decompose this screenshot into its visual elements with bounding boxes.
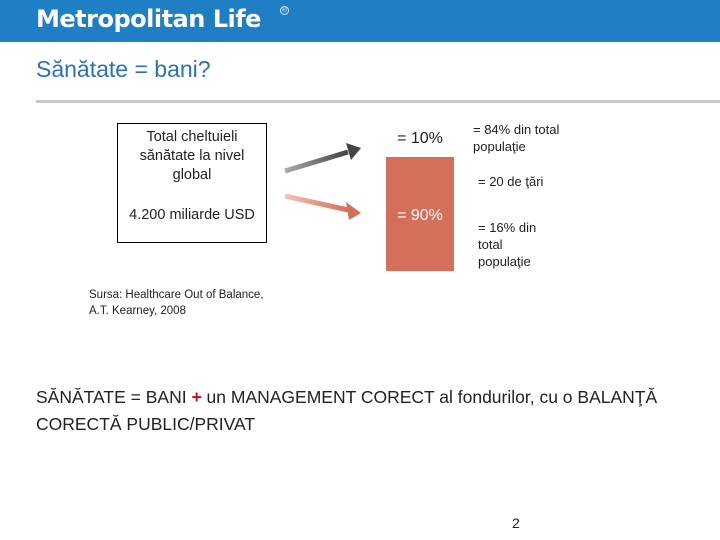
- note-84-population: = 84% din total populaţie: [473, 122, 560, 154]
- conclusion-part-1: SĂNĂTATE = BANI: [36, 387, 192, 407]
- spending-label: Total cheltuieli sănătate la nivel global: [139, 129, 245, 183]
- arrow-up: [285, 143, 361, 171]
- source-citation: [89, 287, 264, 319]
- source-line-1: Sursa: Healthcare Out of Balance,: [89, 289, 264, 301]
- share-90-label: = 90%: [397, 207, 443, 224]
- brand-logo: Metropolitan Life: [36, 5, 261, 33]
- source-line-2: A.T. Kearney, 2008: [89, 305, 186, 317]
- page-title: Sănătate = bani?: [36, 56, 211, 82]
- conclusion-part-2: un MANAGEMENT CORECT al fondurilor, cu o BALANŢĂ CORECTĂ PUBLIC/PRIVAT: [36, 387, 658, 434]
- arrow-down: [285, 196, 361, 220]
- note-20-countries: = 20 de ţări: [478, 174, 544, 189]
- plus-sign: +: [191, 387, 202, 407]
- share-10-label: = 10%: [397, 130, 443, 147]
- registered-mark: ®: [281, 7, 288, 14]
- spending-amount: 4.200 miliarde USD: [129, 207, 255, 223]
- note-16-population: = 16% din total populaţie: [478, 220, 537, 269]
- page-number: 2: [512, 515, 520, 531]
- conclusion-text: [36, 384, 696, 438]
